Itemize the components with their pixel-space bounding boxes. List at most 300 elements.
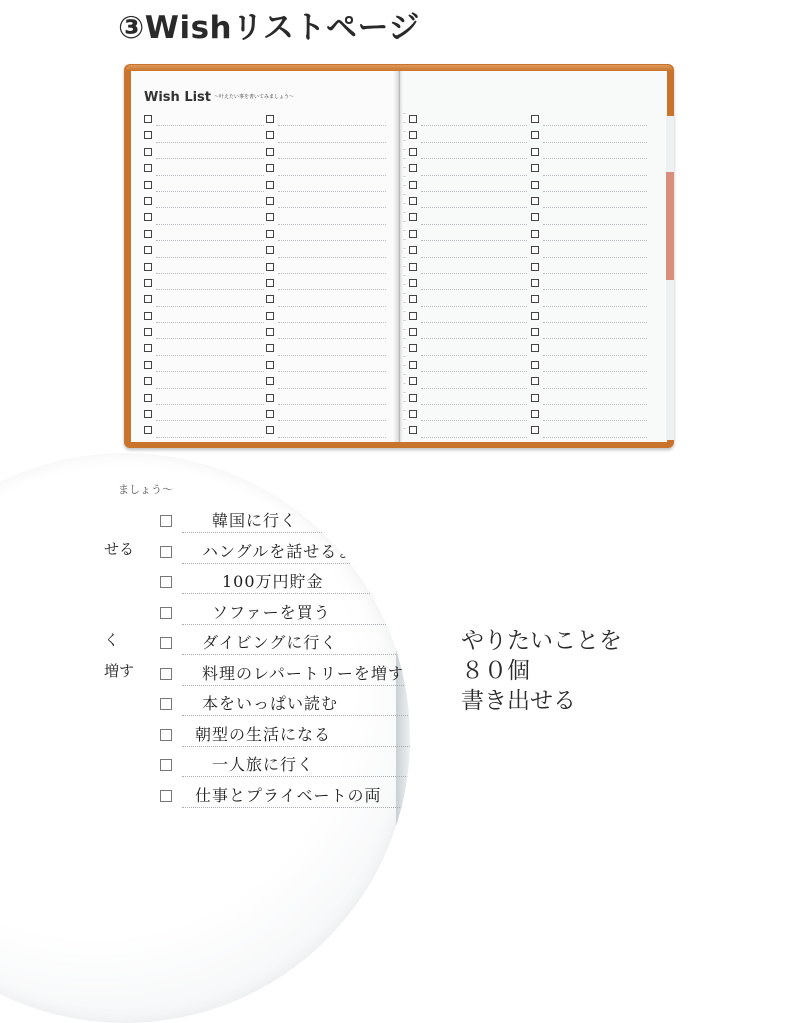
wish-list-row <box>144 242 264 258</box>
checkbox-icon <box>409 213 417 221</box>
writing-line <box>543 142 647 143</box>
writing-line <box>182 563 410 564</box>
checkbox-icon <box>409 295 417 303</box>
handwritten-text: 料理のレパートリーを増す <box>202 663 405 683</box>
writing-line <box>182 807 410 808</box>
writing-line <box>182 776 410 777</box>
writing-line <box>182 593 410 594</box>
checkbox-icon <box>266 246 274 254</box>
checkbox-icon <box>266 164 274 172</box>
checkbox-icon <box>409 181 417 189</box>
wish-list-row <box>531 111 647 127</box>
writing-line <box>421 355 527 356</box>
wish-list-title-text: Wish List <box>144 90 212 105</box>
copy-line-1: やりたいことを <box>461 628 622 654</box>
writing-line <box>421 257 527 258</box>
cropped-handwriting: せる <box>104 539 135 558</box>
checkbox-icon <box>144 410 152 418</box>
checkbox-icon <box>409 361 417 369</box>
checkbox-icon <box>266 377 274 385</box>
checkbox-icon <box>531 197 539 205</box>
checkbox-icon <box>160 729 172 741</box>
writing-line <box>278 289 386 290</box>
checkbox-icon <box>409 115 417 123</box>
wish-list-row <box>409 193 527 209</box>
wish-list-row <box>144 127 264 143</box>
writing-line <box>421 142 527 143</box>
wish-list-row <box>531 390 647 406</box>
checkbox-icon <box>531 426 539 434</box>
checkbox-icon <box>409 263 417 271</box>
wish-list-row <box>144 373 264 389</box>
checkbox-icon <box>266 263 274 271</box>
handwritten-wish-item <box>160 597 410 627</box>
wish-list-row <box>144 209 264 225</box>
wish-list-row <box>144 275 264 291</box>
wish-list-row <box>266 160 386 176</box>
copy-line-2: ８０個 <box>461 658 530 684</box>
wish-list-row <box>144 111 264 127</box>
wish-list-title <box>144 86 294 105</box>
wish-list-row <box>409 291 527 307</box>
checkbox-icon <box>160 637 172 649</box>
wish-list-row <box>531 160 647 176</box>
writing-line <box>421 338 527 339</box>
cropped-handwriting: く <box>104 631 120 649</box>
wish-list-row <box>531 209 647 225</box>
writing-line <box>421 388 527 389</box>
wish-list-row <box>266 291 386 307</box>
wish-list-row <box>266 373 386 389</box>
handwritten-text: ハングルを話せるように <box>202 541 389 561</box>
wish-list-row <box>144 357 264 373</box>
writing-line <box>543 273 647 274</box>
writing-line <box>421 289 527 290</box>
wish-list-row <box>266 308 386 324</box>
wish-list-row <box>144 291 264 307</box>
checkbox-icon <box>266 148 274 156</box>
writing-line <box>278 207 386 208</box>
writing-line <box>543 125 647 126</box>
wish-list-row <box>409 308 527 324</box>
wish-list-row <box>409 357 527 373</box>
checkbox-icon <box>409 328 417 336</box>
checkbox-icon <box>144 377 152 385</box>
index-tab-colored <box>666 172 674 280</box>
checkbox-icon <box>266 279 274 287</box>
wish-list-row <box>531 324 647 340</box>
checkbox-icon <box>144 328 152 336</box>
checkbox-icon <box>266 213 274 221</box>
checkbox-icon <box>409 312 417 320</box>
checkbox-icon <box>531 394 539 402</box>
checklist-column-1 <box>144 111 264 439</box>
checkbox-icon <box>409 131 417 139</box>
checkbox-icon <box>531 263 539 271</box>
wish-list-row <box>409 422 527 438</box>
checkbox-icon <box>409 148 417 156</box>
writing-line <box>278 404 386 405</box>
wish-list-row <box>409 259 527 275</box>
handwritten-text: 韓国に行く <box>212 511 298 530</box>
wish-list-row <box>144 390 264 406</box>
checkbox-icon <box>144 131 152 139</box>
checkbox-icon <box>266 426 274 434</box>
handwritten-text: ダイビングに行く <box>202 633 338 652</box>
writing-line <box>156 224 264 225</box>
wish-list-row <box>409 242 527 258</box>
writing-line <box>278 338 386 339</box>
wish-list-row <box>409 226 527 242</box>
checkbox-icon <box>531 164 539 172</box>
checkbox-icon <box>409 394 417 402</box>
binding-holes <box>403 111 406 432</box>
checkbox-icon <box>531 115 539 123</box>
writing-line <box>278 158 386 159</box>
right-page <box>400 71 667 442</box>
writing-line <box>421 404 527 405</box>
checkbox-icon <box>409 230 417 238</box>
wish-list-row <box>531 242 647 258</box>
checkbox-icon <box>160 515 172 527</box>
checkbox-icon <box>160 759 172 771</box>
checkbox-icon <box>531 148 539 156</box>
writing-line <box>182 746 410 747</box>
writing-line <box>278 371 386 372</box>
checkbox-icon <box>266 295 274 303</box>
wish-list-row <box>144 422 264 438</box>
wish-list-row <box>266 177 386 193</box>
writing-line <box>421 224 527 225</box>
page-gutter <box>393 71 403 442</box>
writing-line <box>543 224 647 225</box>
checkbox-icon <box>266 115 274 123</box>
writing-line <box>156 175 264 176</box>
writing-line <box>421 273 527 274</box>
writing-line <box>421 207 527 208</box>
wish-list-row <box>531 127 647 143</box>
writing-line <box>421 175 527 176</box>
checkbox-icon <box>531 246 539 254</box>
wish-list-row <box>409 406 527 422</box>
checklist-column-4 <box>531 111 647 439</box>
checkbox-icon <box>144 426 152 434</box>
wish-list-row <box>266 209 386 225</box>
checkbox-icon <box>266 344 274 352</box>
index-tab <box>666 116 674 172</box>
writing-line <box>421 306 527 307</box>
writing-line <box>543 404 647 405</box>
handwritten-text: 一人旅に行く <box>212 755 315 774</box>
checkbox-icon <box>409 279 417 287</box>
checkbox-icon <box>266 197 274 205</box>
handwritten-wish-item <box>160 627 410 657</box>
handwritten-wish-item <box>160 536 410 566</box>
checkbox-icon <box>266 181 274 189</box>
copy-line-3: 書き出せる <box>461 688 576 714</box>
writing-line <box>278 420 386 421</box>
writing-line <box>278 322 386 323</box>
writing-line <box>543 355 647 356</box>
wish-list-row <box>266 111 386 127</box>
wish-list-row <box>409 160 527 176</box>
writing-line <box>182 532 410 533</box>
wish-list-row <box>531 291 647 307</box>
checkbox-icon <box>266 410 274 418</box>
wish-list-row <box>531 193 647 209</box>
writing-line <box>278 224 386 225</box>
checkbox-icon <box>144 181 152 189</box>
wish-list-row <box>144 340 264 356</box>
wish-list-row <box>531 308 647 324</box>
handwritten-text: 朝型の生活になる <box>195 724 332 744</box>
wish-list-row <box>531 406 647 422</box>
checkbox-icon <box>531 181 539 189</box>
wish-list-row <box>266 406 386 422</box>
checkbox-icon <box>144 197 152 205</box>
writing-line <box>543 240 647 241</box>
checkbox-icon <box>266 361 274 369</box>
writing-line <box>156 371 264 372</box>
writing-line <box>156 207 264 208</box>
checkbox-icon <box>144 115 152 123</box>
checkbox-icon <box>409 377 417 385</box>
checklist-column-3 <box>409 111 527 439</box>
writing-line <box>278 240 386 241</box>
writing-line <box>421 125 527 126</box>
checkbox-icon <box>144 344 152 352</box>
handwritten-text: 100万円貯金 <box>222 572 324 591</box>
wish-list-row <box>531 357 647 373</box>
checkbox-icon <box>144 279 152 287</box>
writing-line <box>156 125 264 126</box>
checkbox-icon <box>160 668 172 680</box>
wish-list-row <box>266 144 386 160</box>
checkbox-icon <box>144 394 152 402</box>
writing-line <box>182 624 410 625</box>
checkbox-icon <box>144 230 152 238</box>
handwritten-text: 仕事とプライベートの両 <box>195 785 382 805</box>
wish-list-row <box>266 422 386 438</box>
writing-line <box>543 388 647 389</box>
writing-line <box>278 191 386 192</box>
writing-line <box>421 158 527 159</box>
page-heading: ③Wishリストページ <box>118 10 420 46</box>
writing-line <box>156 273 264 274</box>
wish-list-row <box>144 324 264 340</box>
wish-list-row <box>144 226 264 242</box>
writing-line <box>421 322 527 323</box>
writing-line <box>278 388 386 389</box>
writing-line <box>278 437 386 438</box>
writing-line <box>156 257 264 258</box>
writing-line <box>156 289 264 290</box>
checkbox-icon <box>144 295 152 303</box>
checkbox-icon <box>144 263 152 271</box>
checkbox-icon <box>266 312 274 320</box>
checkbox-icon <box>531 279 539 287</box>
checkbox-icon <box>144 246 152 254</box>
writing-line <box>421 420 527 421</box>
writing-line <box>421 191 527 192</box>
handwritten-wish-item <box>160 780 410 810</box>
checkbox-icon <box>531 131 539 139</box>
writing-line <box>421 371 527 372</box>
wish-list-row <box>531 275 647 291</box>
checkbox-icon <box>531 328 539 336</box>
checkbox-icon <box>160 607 172 619</box>
handwritten-wish-item <box>160 505 410 535</box>
handwritten-wish-item <box>160 688 410 718</box>
writing-line <box>182 715 410 716</box>
checkbox-icon <box>409 410 417 418</box>
wish-list-row <box>531 144 647 160</box>
writing-line <box>156 306 264 307</box>
wish-list-row <box>266 324 386 340</box>
writing-line <box>543 191 647 192</box>
writing-line <box>543 207 647 208</box>
writing-line <box>543 306 647 307</box>
wish-list-row <box>409 127 527 143</box>
handwritten-text: 本をいっぱい読む <box>202 694 339 713</box>
writing-line <box>156 158 264 159</box>
notebook <box>124 64 674 448</box>
writing-line <box>278 355 386 356</box>
magnified-detail <box>0 453 410 1023</box>
wish-list-row <box>409 340 527 356</box>
wish-list-subtitle: 〜叶えたい事を書いてみましょう〜 <box>214 94 295 100</box>
checkbox-icon <box>531 410 539 418</box>
writing-line <box>156 191 264 192</box>
wish-list-row <box>409 209 527 225</box>
checkbox-icon <box>531 230 539 238</box>
wish-list-row <box>409 390 527 406</box>
writing-line <box>278 273 386 274</box>
wish-list-row <box>266 275 386 291</box>
checkbox-icon <box>144 361 152 369</box>
wish-list-row <box>266 259 386 275</box>
checkbox-icon <box>160 698 172 710</box>
wish-list-row <box>409 144 527 160</box>
writing-line <box>278 125 386 126</box>
checkbox-icon <box>531 377 539 385</box>
checklist-column-2 <box>266 111 386 439</box>
writing-line <box>156 338 264 339</box>
checkbox-icon <box>160 576 172 588</box>
writing-line <box>182 685 410 686</box>
writing-line <box>156 322 264 323</box>
wish-list-row <box>144 177 264 193</box>
writing-line <box>156 420 264 421</box>
checkbox-icon <box>409 164 417 172</box>
writing-line <box>421 437 527 438</box>
writing-line <box>543 420 647 421</box>
wish-list-row <box>144 193 264 209</box>
checkbox-icon <box>409 426 417 434</box>
left-page <box>131 71 400 442</box>
checkbox-icon <box>144 312 152 320</box>
wish-list-row <box>409 275 527 291</box>
handwritten-wish-item <box>160 566 410 596</box>
checkbox-icon <box>531 344 539 352</box>
wish-list-row <box>409 111 527 127</box>
writing-line <box>543 289 647 290</box>
writing-line <box>543 338 647 339</box>
writing-line <box>278 306 386 307</box>
wish-list-row <box>531 177 647 193</box>
handwritten-text: ソファーを買う <box>212 602 331 622</box>
wish-list-row <box>531 259 647 275</box>
checkbox-icon <box>144 213 152 221</box>
wish-list-row <box>266 127 386 143</box>
wish-list-row <box>531 226 647 242</box>
wish-list-row <box>144 144 264 160</box>
checkbox-icon <box>144 148 152 156</box>
handwritten-wish-item <box>160 658 410 688</box>
wish-list-row <box>266 193 386 209</box>
writing-line <box>156 355 264 356</box>
writing-line <box>421 240 527 241</box>
checkbox-icon <box>409 344 417 352</box>
checkbox-icon <box>266 230 274 238</box>
handwritten-wish-item <box>160 749 410 779</box>
checkbox-icon <box>531 312 539 320</box>
checkbox-icon <box>531 361 539 369</box>
wish-list-row <box>266 340 386 356</box>
writing-line <box>156 437 264 438</box>
feature-copy <box>461 626 622 716</box>
checkbox-icon <box>409 246 417 254</box>
wish-list-row <box>144 259 264 275</box>
wish-list-row <box>531 340 647 356</box>
checkbox-icon <box>144 164 152 172</box>
writing-line <box>543 437 647 438</box>
wish-list-row <box>409 373 527 389</box>
checkbox-icon <box>266 131 274 139</box>
wish-list-row <box>266 390 386 406</box>
wish-list-row <box>409 177 527 193</box>
wish-list-row <box>266 226 386 242</box>
wish-list-row <box>531 422 647 438</box>
writing-line <box>182 654 410 655</box>
wish-list-row <box>144 160 264 176</box>
checkbox-icon <box>409 197 417 205</box>
checkbox-icon <box>266 328 274 336</box>
writing-line <box>156 142 264 143</box>
writing-line <box>543 175 647 176</box>
checkbox-icon <box>531 213 539 221</box>
checkbox-icon <box>160 546 172 558</box>
writing-line <box>543 257 647 258</box>
index-tab <box>666 280 674 440</box>
wish-list-row <box>144 308 264 324</box>
writing-line <box>278 175 386 176</box>
checkbox-icon <box>531 295 539 303</box>
wish-list-row <box>266 357 386 373</box>
magnified-subtitle-fragment: ましょう〜 <box>118 483 173 496</box>
writing-line <box>156 388 264 389</box>
handwritten-wish-item <box>160 719 410 749</box>
wish-list-row <box>144 406 264 422</box>
wish-list-row <box>409 324 527 340</box>
writing-line <box>543 158 647 159</box>
writing-line <box>156 240 264 241</box>
writing-line <box>543 322 647 323</box>
wish-list-row <box>531 373 647 389</box>
writing-line <box>278 257 386 258</box>
writing-line <box>543 371 647 372</box>
writing-line <box>278 142 386 143</box>
